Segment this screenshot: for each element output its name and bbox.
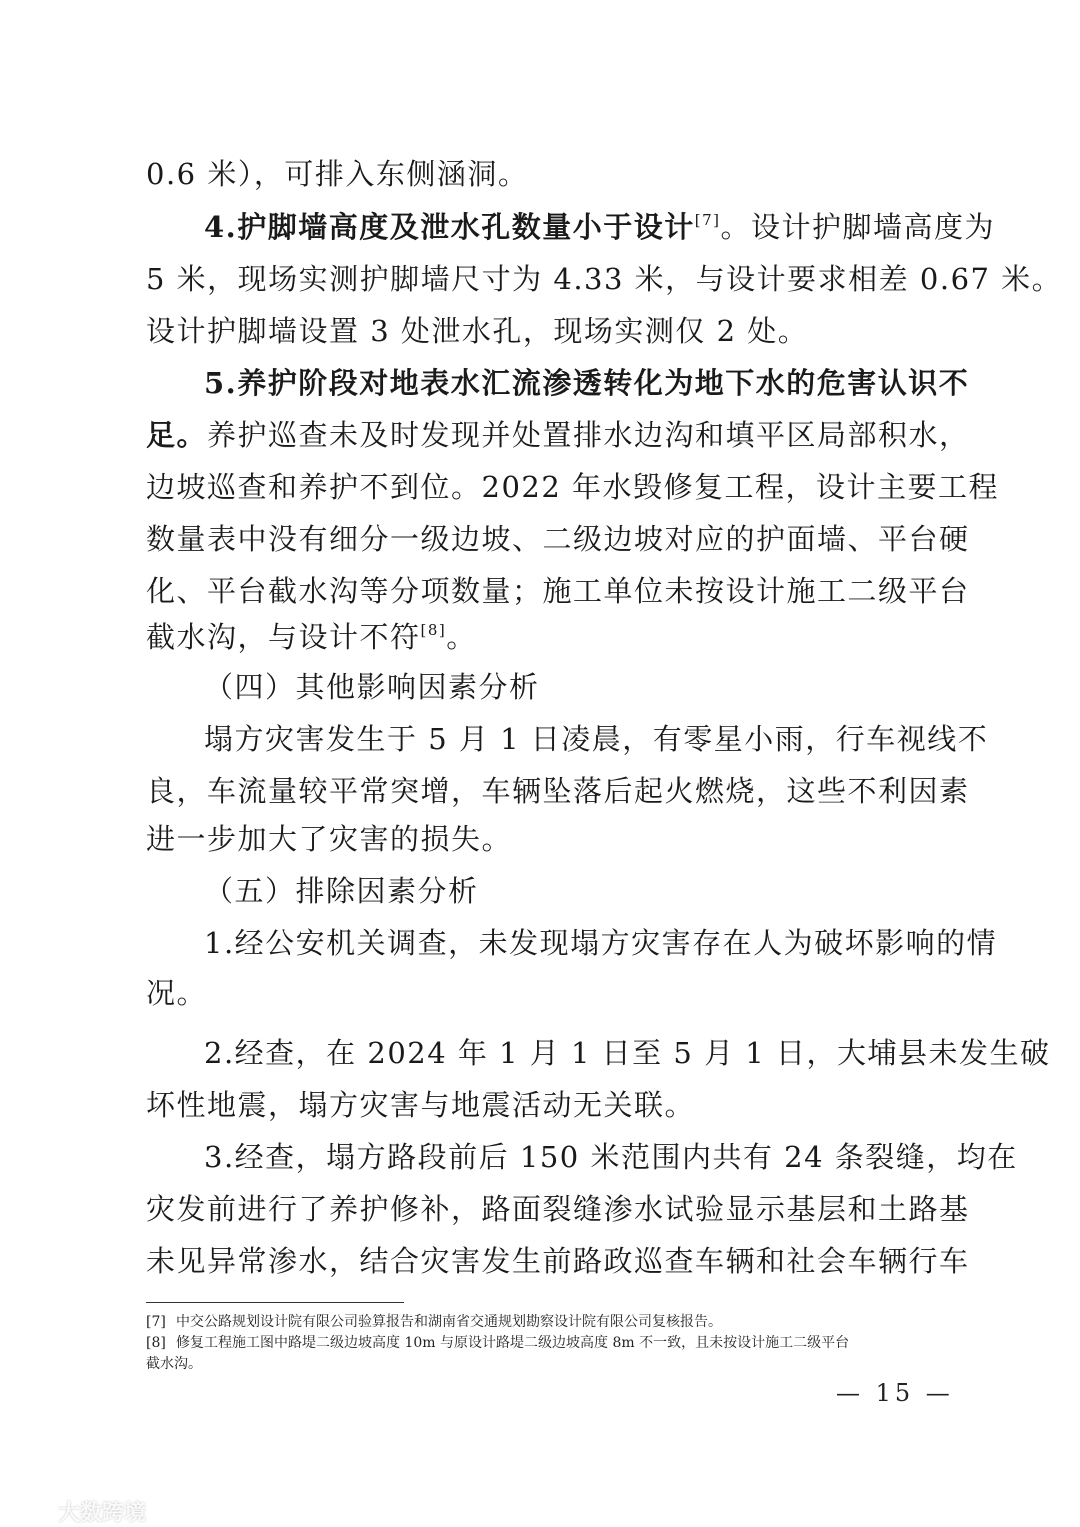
text-line: 2.经查，在 2024 年 1 月 1 日至 5 月 1 日，大埔县未发生破 [204,1036,1051,1070]
footnote-number: [8] [146,1335,166,1351]
text-line: 况。 [146,976,208,1010]
watermark-text: 大数跨境 [58,1501,147,1526]
section-heading: （四）其他影响因素分析 [204,670,540,704]
text-line: 设计护脚墙设置 3 处泄水孔，现场实测仅 2 处。 [146,314,809,348]
footnote-ref: [7] [694,211,721,229]
text-line: 边坡巡查和养护不到位。2022 年水毁修复工程，设计主要工程 [146,470,1000,504]
watermark [10,1496,146,1527]
text-line: 化、平台截水沟等分项数量；施工单位未按设计施工二级平台 [146,574,970,608]
text-line: 未见异常渗水，结合灾害发生前路政巡查车辆和社会车辆行车 [146,1244,970,1278]
watermark-logo-icon [10,1501,54,1523]
page-number: — 15 — [836,1379,954,1407]
footnote-continued: 截水沟。 [146,1356,202,1372]
text-line: 5 米，现场实测护脚墙尺寸为 4.33 米，与设计要求相差 0.67 米。 [146,262,1063,296]
text-line: 3.经查，塌方路段前后 150 米范围内共有 24 条裂缝，均在 [204,1140,1018,1174]
text-line: 数量表中没有细分一级边坡、二级边坡对应的护面墙、平台硬 [146,522,970,556]
footnote-number: [7] [146,1314,166,1330]
item-heading-end: 足。 [146,418,208,452]
text-line: 足。养护巡查未及时发现并处置排水边沟和填平区局部积水， [146,418,970,452]
text-line: 坏性地震，塌方灾害与地震活动无关联。 [146,1088,696,1122]
text-line: 截水沟，与设计不符[8]。 [146,620,477,654]
text-line: 良，车流量较平常突增，车辆坠落后起火燃烧，这些不利因素 [146,774,970,808]
text-line: 塌方灾害发生于 5 月 1 日凌晨，有零星小雨，行车视线不 [204,722,989,756]
footnote-text: 修复工程施工图中路堤二级边坡高度 10m 与原设计路堤二级边坡高度 8m 不一致，且未按设计施工二级平台 [176,1335,850,1351]
footnote-text: 中交公路规划设计院有限公司验算报告和湖南省交通规划勘察设计院有限公司复核报告。 [176,1314,722,1330]
footnote-separator [146,1302,404,1303]
section-heading: （五）排除因素分析 [204,874,479,908]
text-line: 进一步加大了灾害的损失。 [146,822,513,856]
footnote [146,1334,938,1353]
text-line: 4.护脚墙高度及泄水孔数量小于设计[7]。设计护脚墙高度为 [204,210,996,244]
item-heading: 5.养护阶段对地表水汇流渗透转化为地下水的危害认识不 [204,366,970,400]
text-line: 0.6 米），可排入东侧涵洞。 [146,157,529,191]
item-heading: 4.护脚墙高度及泄水孔数量小于设计 [204,210,695,244]
text-line: 1.经公安机关调查，未发现塌方灾害存在人为破坏影响的情 [204,926,998,960]
footnote-ref: [8] [420,621,447,639]
footnote [146,1313,938,1332]
text-line: 灾发前进行了养护修补，路面裂缝渗水试验显示基层和土路基 [146,1192,970,1226]
